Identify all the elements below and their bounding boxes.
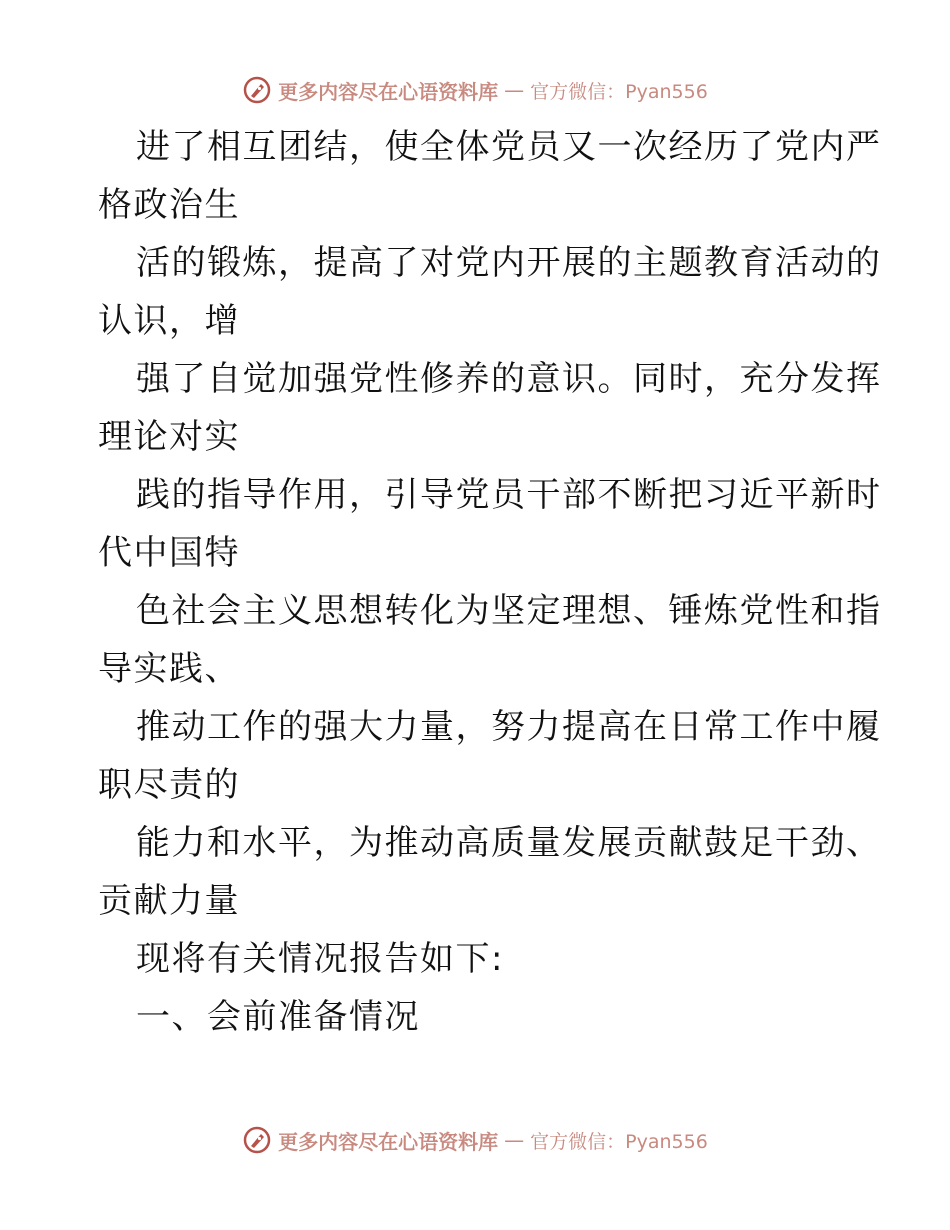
body-line: 导实践、 <box>98 649 240 689</box>
pen-nib-logo-icon <box>242 1125 272 1155</box>
pen-nib-logo-icon <box>242 75 272 105</box>
body-line: 认识，增 <box>98 301 240 341</box>
body-line: 贡献力量 <box>98 881 240 921</box>
body-line: 践的指导作用，引导党员干部不断把习近平新时 <box>136 475 882 515</box>
banner-main-text: 更多内容尽在心语资料库 <box>278 79 499 104</box>
header-banner <box>0 70 950 110</box>
body-line: 职尽责的 <box>98 765 240 805</box>
banner-wechat-text: 官方微信：Pyan556 <box>530 1130 708 1153</box>
body-line: 理论对实 <box>98 417 240 457</box>
body-line: 现将有关情况报告如下: <box>136 939 504 979</box>
body-line: 代中国特 <box>98 533 240 573</box>
body-line: 活的锻炼，提高了对党内开展的主题教育活动的 <box>136 243 882 283</box>
body-line: 色社会主义思想转化为坚定理想、锤炼党性和指 <box>136 591 882 631</box>
body-line: 强了自觉加强党性修养的意识。同时，充分发挥 <box>136 359 882 399</box>
document-body <box>98 118 882 1046</box>
body-line: 能力和水平，为推动高质量发展贡献鼓足干劲、 <box>136 823 882 863</box>
body-line: 格政治生 <box>98 185 240 225</box>
section-heading: 一、会前准备情况 <box>136 997 420 1037</box>
banner-dash: — <box>504 78 525 102</box>
banner-dash: — <box>504 1128 525 1152</box>
body-line: 推动工作的强大力量，努力提高在日常工作中履 <box>136 707 882 747</box>
banner-main-text: 更多内容尽在心语资料库 <box>278 1129 499 1154</box>
banner-wechat-text: 官方微信：Pyan556 <box>530 80 708 103</box>
body-line: 进了相互团结，使全体党员又一次经历了党内严 <box>136 127 882 167</box>
footer-banner <box>0 1120 950 1160</box>
